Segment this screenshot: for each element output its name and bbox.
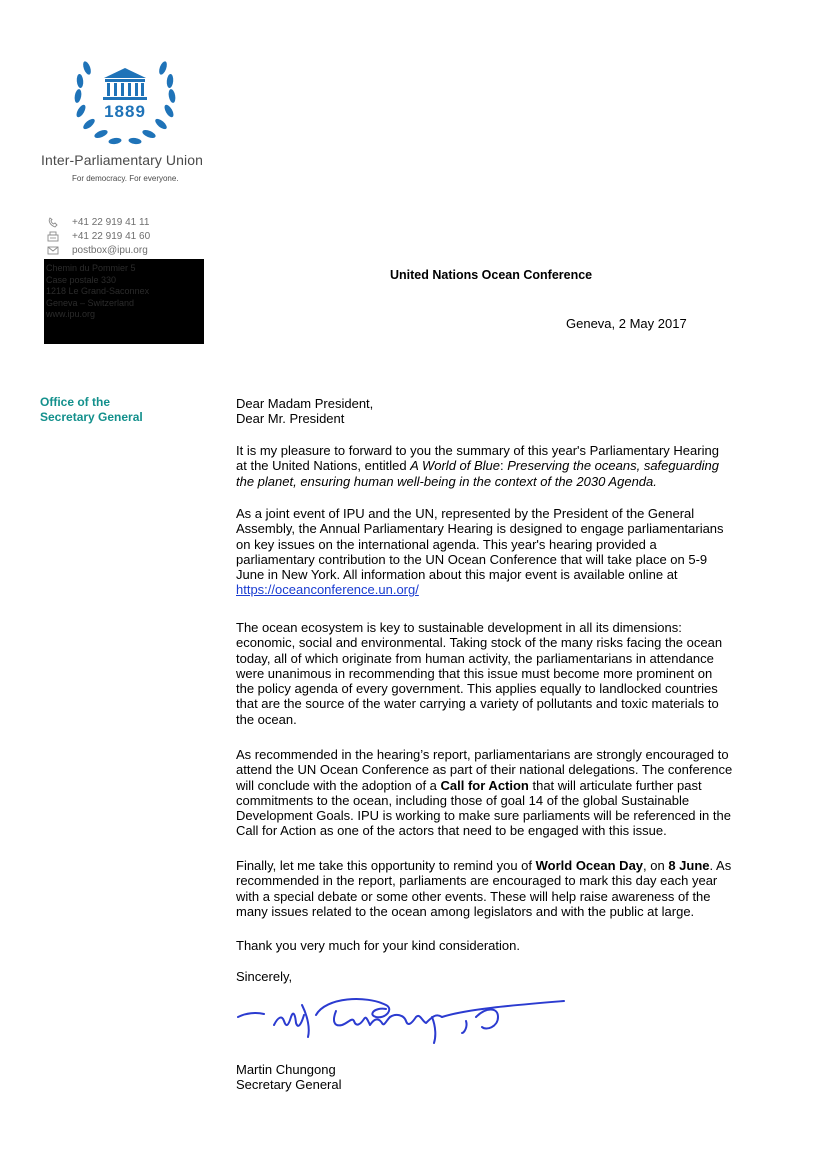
org-name: Inter-Parliamentary Union xyxy=(41,152,204,168)
paragraph-line: economic, social and environmental. Taking stock of the many risks facing the ocean xyxy=(236,635,723,651)
world-ocean-day-bold: World Ocean Day xyxy=(535,858,644,873)
text-span: , on xyxy=(643,858,669,873)
address-block-redacted xyxy=(44,259,204,344)
paragraph-2 xyxy=(236,506,776,598)
paragraph-line: on key issues on the international agenda. This year's hearing provided a xyxy=(236,536,657,552)
paragraph-line: the ocean. xyxy=(236,711,297,727)
salutation xyxy=(236,396,776,427)
signer-name: Martin Chungong xyxy=(236,1062,336,1077)
handwritten-signature xyxy=(236,987,566,1047)
paragraph-line: that are the source of the water carrying a variety of pollutants and toxic materials to xyxy=(236,696,719,712)
paragraph-4 xyxy=(236,747,776,839)
paragraph-line xyxy=(236,858,776,873)
fax-icon xyxy=(47,231,59,242)
paragraph-line xyxy=(236,458,776,473)
contact-email-text: postbox@ipu.org xyxy=(72,245,148,256)
text-span: at the United Nations, entitled xyxy=(236,458,411,474)
salutation-line: Dear Madam President, xyxy=(236,396,374,411)
call-for-action-bold: Call for Action xyxy=(440,777,529,793)
phone-icon xyxy=(47,217,59,228)
thanks-line: Thank you very much for your kind consideration. xyxy=(236,938,520,953)
paragraph-line: commitments to the ocean, including those of goal 14 of the global Sustainable xyxy=(236,792,690,808)
contact-phone xyxy=(47,217,149,228)
paragraph-line: recommended in the report, parliaments are encouraged to mark this day each year xyxy=(236,873,718,889)
report-subtitle-italic: Preserving the oceans, safeguarding xyxy=(507,458,719,474)
letter-date: Geneva, 2 May 2017 xyxy=(566,316,687,331)
date-bold: 8 June xyxy=(668,858,710,873)
contact-phone-text: +41 22 919 41 11 xyxy=(72,217,150,228)
paragraph-line: were unanimous in recommending that this issue must become more prominent on xyxy=(236,665,713,681)
text-span: Finally, let me take this opportunity to remind you of xyxy=(236,858,536,873)
text-span: will conclude with the adoption of a xyxy=(236,777,441,793)
paragraph-line: today, all of which originate from human activity, the parliamentarians in attendance xyxy=(236,650,714,666)
paragraph-1 xyxy=(236,443,776,489)
paragraph-line xyxy=(236,474,776,489)
paragraph-line: It is my pleasure to forward to you the summary of this year's Parliamentary Hearing xyxy=(236,443,719,458)
paragraph-line xyxy=(236,778,776,793)
paragraph-line: many issues related to the ocean among legislators and with the public at large. xyxy=(236,903,695,919)
signer-block xyxy=(236,1062,776,1093)
office-line: Secretary General xyxy=(40,409,143,424)
paragraph-line: with a special debate or some other events. These will help raise awareness of the xyxy=(236,888,711,904)
logo-year: 1889 xyxy=(104,102,146,121)
paragraph-line: parliamentary contribution to the UN Ocean Conference that will take place on 5-9 xyxy=(236,551,708,567)
salutation-line: Dear Mr. President xyxy=(236,411,345,427)
address-line: Case postale 330 xyxy=(46,274,117,285)
report-subtitle-italic: the planet, ensuring human well-being in the context of the 2030 Agenda. xyxy=(236,473,657,489)
paragraph-line: Call for Action as one of the actors that need to be engaged with this issue. xyxy=(236,823,667,839)
text-span: that will articulate further past xyxy=(528,777,702,793)
office-label xyxy=(40,395,143,424)
paragraph-line: Development Goals. IPU is working to make sure parliaments will be referenced in the xyxy=(236,808,731,824)
address-line: Geneva – Switzerland xyxy=(46,297,135,308)
contact-fax-text: +41 22 919 41 60 xyxy=(72,231,151,242)
paragraph-line: the policy agenda of every government. This applies equally to landlocked countries xyxy=(236,681,718,697)
paragraph-3 xyxy=(236,620,776,727)
text-span: : xyxy=(500,458,508,474)
org-tagline: For democracy. For everyone. xyxy=(72,174,179,183)
recipient-title: United Nations Ocean Conference xyxy=(390,268,593,282)
paragraph-line: attend the UN Ocean Conference as part of their national delegations. The conference xyxy=(236,762,733,778)
address-line: Chemin du Pommier 5 xyxy=(46,263,136,273)
office-line: Office of the xyxy=(40,395,111,409)
contact-email xyxy=(47,245,148,256)
paragraph-line: Assembly, the Annual Parliamentary Hearing is designed to engage parliamentarians xyxy=(236,521,724,537)
mail-icon xyxy=(47,245,59,256)
paragraph-line: The ocean ecosystem is key to sustainable development in all its dimensions: xyxy=(236,620,682,635)
address-line: 1218 Le Grand-Saconnex xyxy=(46,286,150,296)
paragraph-5 xyxy=(236,858,776,919)
address-line: www.ipu.org xyxy=(46,309,96,319)
contact-fax xyxy=(47,231,150,242)
paragraph-line: June in New York. All information about this major event is available online at xyxy=(236,567,678,583)
text-span: . As xyxy=(709,858,732,873)
ocean-conference-link[interactable]: https://oceanconference.un.org/ xyxy=(236,582,419,598)
signer-title: Secretary General xyxy=(236,1077,342,1093)
ipu-logo xyxy=(70,48,180,156)
paragraph-line xyxy=(236,582,776,597)
closing: Sincerely, xyxy=(236,969,293,984)
paragraph-line: As recommended in the hearing’s report, parliamentarians are strongly encouraged to xyxy=(236,747,729,762)
paragraph-line: As a joint event of IPU and the UN, represented by the President of the General xyxy=(236,506,695,521)
report-title-italic: A World of Blue xyxy=(410,458,501,474)
